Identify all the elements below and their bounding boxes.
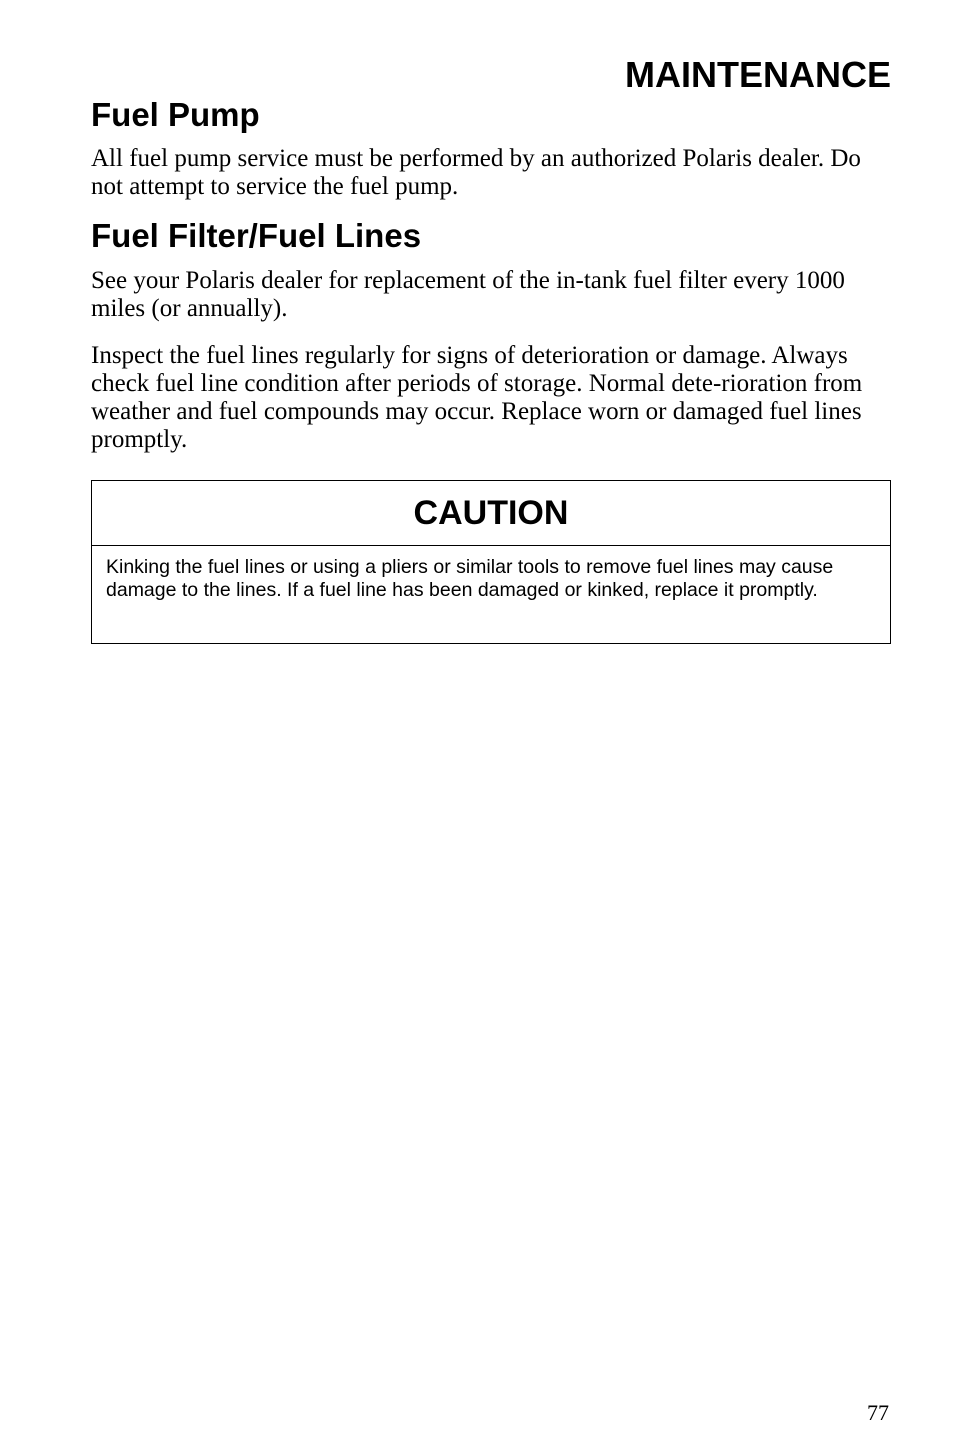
chapter-title: MAINTENANCE xyxy=(625,54,891,95)
caution-text: Kinking the fuel lines or using a pliers or similar tools to remove fuel lines may cause damage to the lines. If a fuel line has been damaged or kinked, replace it promptly. xyxy=(106,556,834,601)
fuel-pump-paragraph: All fuel pump service must be performed by an authorized Polaris dealer. Do not attempt to service the fuel pump. xyxy=(91,145,861,200)
fuel-filter-paragraph: See your Polaris dealer for replacement of the in-tank fuel filter every 1000 miles (or annually). xyxy=(91,267,845,322)
caution-box xyxy=(91,480,891,644)
fuel-pump-heading: Fuel Pump xyxy=(91,96,260,133)
fuel-filter-heading: Fuel Filter/Fuel Lines xyxy=(91,217,422,254)
caution-title: CAUTION xyxy=(413,494,569,532)
fuel-lines-paragraph: Inspect the fuel lines regularly for signs of deterioration or damage. Always check fuel line condition after periods of storage. Normal dete-rioration from weather and fuel compounds may occur. Replace worn or damaged fuel lines promptly. xyxy=(91,342,863,453)
page-number: 77 xyxy=(867,1400,889,1425)
caution-header xyxy=(92,481,890,546)
